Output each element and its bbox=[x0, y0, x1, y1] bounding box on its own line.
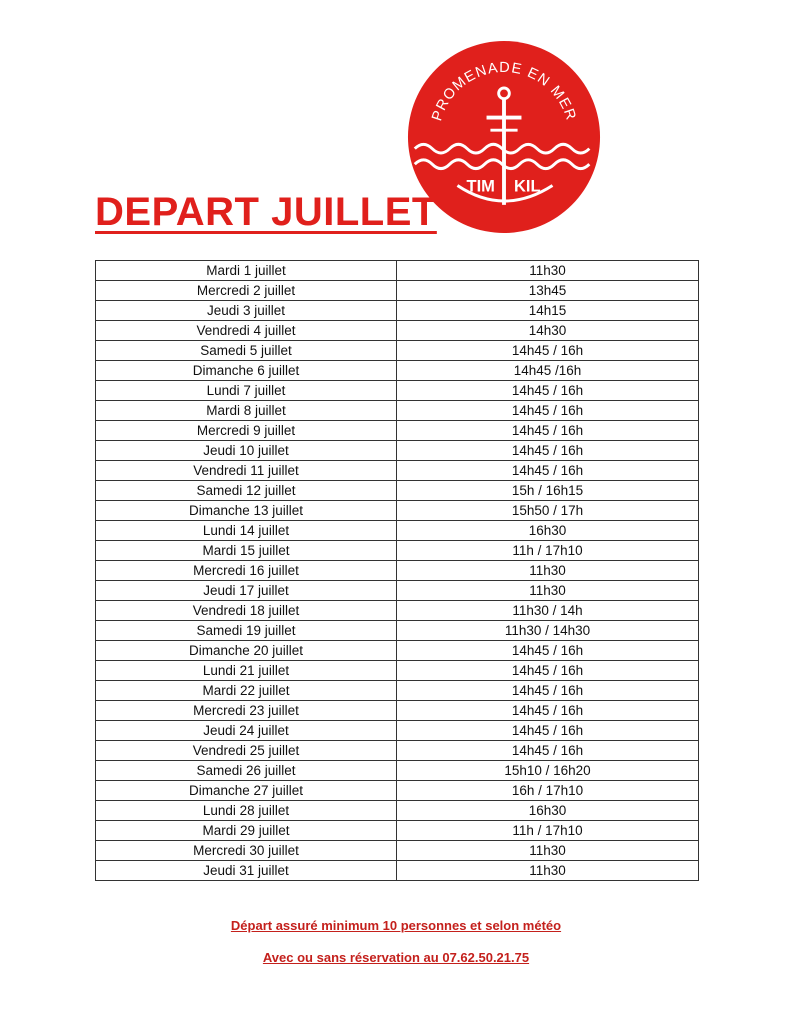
departure-time: 15h50 / 17h bbox=[397, 501, 699, 521]
departure-time: 14h45 / 16h bbox=[397, 341, 699, 361]
departure-day: Jeudi 31 juillet bbox=[96, 861, 397, 881]
table-row bbox=[96, 821, 699, 841]
table-row bbox=[96, 461, 699, 481]
departure-day: Jeudi 3 juillet bbox=[96, 301, 397, 321]
departure-time: 16h30 bbox=[397, 521, 699, 541]
departure-day: Lundi 14 juillet bbox=[96, 521, 397, 541]
departure-day: Vendredi 4 juillet bbox=[96, 321, 397, 341]
departure-time: 14h30 bbox=[397, 321, 699, 341]
departure-day: Mardi 1 juillet bbox=[96, 261, 397, 281]
departure-day: Jeudi 17 juillet bbox=[96, 581, 397, 601]
departure-time: 11h30 bbox=[397, 841, 699, 861]
departure-time: 11h30 bbox=[397, 861, 699, 881]
table-row bbox=[96, 521, 699, 541]
departure-time: 14h45 / 16h bbox=[397, 701, 699, 721]
table-row bbox=[96, 601, 699, 621]
departure-time: 11h30 / 14h bbox=[397, 601, 699, 621]
departure-time: 14h45 / 16h bbox=[397, 441, 699, 461]
table-row bbox=[96, 721, 699, 741]
page-title: DEPART JUILLET bbox=[95, 190, 437, 234]
departure-day: Mardi 8 juillet bbox=[96, 401, 397, 421]
departure-time: 11h / 17h10 bbox=[397, 541, 699, 561]
departure-time: 14h45 / 16h bbox=[397, 641, 699, 661]
departure-time: 14h45 / 16h bbox=[397, 461, 699, 481]
departure-day: Samedi 19 juillet bbox=[96, 621, 397, 641]
table-row bbox=[96, 341, 699, 361]
departure-day: Dimanche 6 juillet bbox=[96, 361, 397, 381]
table-row bbox=[96, 641, 699, 661]
departure-day: Dimanche 13 juillet bbox=[96, 501, 397, 521]
table-row bbox=[96, 581, 699, 601]
departure-day: Mercredi 16 juillet bbox=[96, 561, 397, 581]
table-row bbox=[96, 381, 699, 401]
table-row bbox=[96, 861, 699, 881]
departure-time: 11h30 / 14h30 bbox=[397, 621, 699, 641]
departure-time: 14h45 / 16h bbox=[397, 421, 699, 441]
departure-day: Jeudi 24 juillet bbox=[96, 721, 397, 741]
table-row bbox=[96, 701, 699, 721]
table-row bbox=[96, 761, 699, 781]
table-row bbox=[96, 321, 699, 341]
departure-day: Mercredi 9 juillet bbox=[96, 421, 397, 441]
minimum-participants-note: Départ assuré minimum 10 personnes et selon météo bbox=[230, 918, 562, 933]
departure-day: Mercredi 30 juillet bbox=[96, 841, 397, 861]
departure-day: Samedi 12 juillet bbox=[96, 481, 397, 501]
departure-time: 14h45 / 16h bbox=[397, 681, 699, 701]
departure-time: 14h15 bbox=[397, 301, 699, 321]
departure-time: 14h45 / 16h bbox=[397, 401, 699, 421]
table-row bbox=[96, 801, 699, 821]
departure-day: Dimanche 27 juillet bbox=[96, 781, 397, 801]
departure-schedule-table bbox=[95, 260, 699, 881]
departure-day: Lundi 21 juillet bbox=[96, 661, 397, 681]
departure-day: Samedi 5 juillet bbox=[96, 341, 397, 361]
departure-time: 14h45 / 16h bbox=[397, 381, 699, 401]
departure-time: 11h / 17h10 bbox=[397, 821, 699, 841]
table-row bbox=[96, 781, 699, 801]
table-row bbox=[96, 661, 699, 681]
departure-day: Mercredi 2 juillet bbox=[96, 281, 397, 301]
table-row bbox=[96, 841, 699, 861]
departure-day: Mercredi 23 juillet bbox=[96, 701, 397, 721]
departure-day: Vendredi 18 juillet bbox=[96, 601, 397, 621]
table-row bbox=[96, 301, 699, 321]
reservation-phone-note: Avec ou sans réservation au 07.62.50.21.75 bbox=[262, 950, 530, 965]
departure-day: Dimanche 20 juillet bbox=[96, 641, 397, 661]
departure-day: Lundi 7 juillet bbox=[96, 381, 397, 401]
table-row bbox=[96, 401, 699, 421]
departure-day: Samedi 26 juillet bbox=[96, 761, 397, 781]
table-row bbox=[96, 741, 699, 761]
table-row bbox=[96, 501, 699, 521]
table-row bbox=[96, 621, 699, 641]
departure-time: 14h45 / 16h bbox=[397, 661, 699, 681]
table-row bbox=[96, 561, 699, 581]
departure-time: 16h30 bbox=[397, 801, 699, 821]
departure-time: 11h30 bbox=[397, 261, 699, 281]
table-row bbox=[96, 281, 699, 301]
schedule-body bbox=[96, 261, 699, 881]
departure-day: Mardi 15 juillet bbox=[96, 541, 397, 561]
departure-day: Mardi 29 juillet bbox=[96, 821, 397, 841]
departure-time: 15h10 / 16h20 bbox=[397, 761, 699, 781]
departure-day: Vendredi 11 juillet bbox=[96, 461, 397, 481]
table-row bbox=[96, 421, 699, 441]
departure-time: 15h / 16h15 bbox=[397, 481, 699, 501]
table-row bbox=[96, 261, 699, 281]
table-row bbox=[96, 361, 699, 381]
departure-time: 13h45 bbox=[397, 281, 699, 301]
logo-word-tim: TIM bbox=[466, 177, 495, 196]
departure-time: 14h45 / 16h bbox=[397, 721, 699, 741]
departure-time: 14h45 / 16h bbox=[397, 741, 699, 761]
departure-day: Jeudi 10 juillet bbox=[96, 441, 397, 461]
departure-time: 14h45 /16h bbox=[397, 361, 699, 381]
logo-arc-text: PROMENADE EN MER bbox=[429, 59, 579, 124]
departure-day: Mardi 22 juillet bbox=[96, 681, 397, 701]
logo-word-kil: KIL bbox=[513, 177, 541, 196]
departure-time: 11h30 bbox=[397, 581, 699, 601]
table-row bbox=[96, 481, 699, 501]
table-row bbox=[96, 681, 699, 701]
table-row bbox=[96, 541, 699, 561]
departure-time: 11h30 bbox=[397, 561, 699, 581]
departure-day: Vendredi 25 juillet bbox=[96, 741, 397, 761]
departure-time: 16h / 17h10 bbox=[397, 781, 699, 801]
table-row bbox=[96, 441, 699, 461]
departure-day: Lundi 28 juillet bbox=[96, 801, 397, 821]
